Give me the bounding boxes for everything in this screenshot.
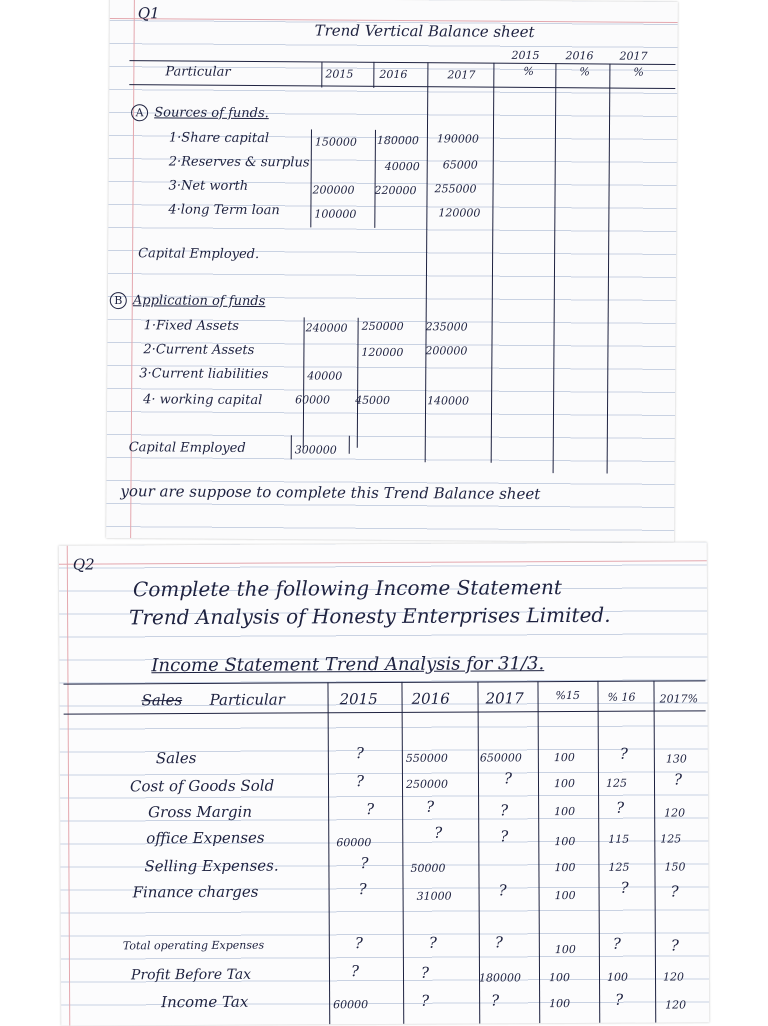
row-label: 4·long Term loan: [168, 202, 280, 219]
question-number: Q1: [137, 4, 160, 23]
col-rule: [303, 317, 305, 447]
row-value: 180000: [376, 133, 419, 148]
col-rule: [653, 681, 656, 1023]
row-pct16: ?: [616, 798, 625, 817]
row-2016: ?: [434, 823, 443, 842]
row-value: 120000: [438, 206, 481, 220]
margin-line-horizontal: [59, 560, 707, 564]
q2-intro-line1: Complete the following Income Statement: [132, 575, 563, 602]
row-2016: 550000: [405, 751, 448, 765]
row-pct17: 120: [664, 806, 686, 820]
row-2016: 31000: [416, 889, 452, 903]
row-value: 220000: [374, 183, 417, 198]
row-value: 235000: [425, 320, 468, 334]
row-2017: 180000: [478, 971, 522, 985]
header-2015: 2015: [339, 690, 378, 709]
row-pct17: 125: [660, 832, 682, 846]
row-label: Sales: [155, 748, 197, 768]
col-rule: [373, 62, 374, 88]
row-label: Total operating Expenses: [122, 938, 265, 953]
row-value: 255000: [434, 182, 477, 196]
header-pct-17: 2017%: [659, 692, 699, 706]
margin-line-vertical: [130, 0, 135, 538]
row-value: 250000: [361, 319, 404, 334]
row-pct17: 150: [664, 860, 686, 874]
col-rule: [401, 682, 404, 1024]
row-pct17: ?: [673, 770, 683, 789]
capital-employed-2015: 300000: [294, 443, 337, 457]
row-2016: ?: [428, 933, 437, 952]
col-rule: [349, 436, 350, 454]
row-value: 65000: [442, 158, 478, 172]
q1-instruction: your are suppose to complete this Trend Balance sheet: [120, 482, 541, 504]
pct-year-2015: 2015: [511, 48, 540, 63]
header-2017: 2017: [485, 689, 524, 708]
row-label: 1·Share capital: [168, 130, 270, 147]
row-label: 2·Reserves & surplus: [168, 154, 310, 171]
row-label: 4· working capital: [143, 392, 263, 409]
header-2017: 2017: [447, 68, 476, 82]
row-value: 150000: [314, 135, 357, 149]
row-pct15: 100: [549, 997, 571, 1011]
col-rule: [310, 129, 312, 227]
row-pct16: 125: [605, 776, 628, 790]
row-2017: ?: [498, 881, 507, 900]
header-2016: 2016: [379, 67, 408, 82]
row-2017: ?: [500, 801, 509, 820]
row-pct16: 100: [606, 970, 629, 984]
row-pct15: 100: [554, 942, 576, 957]
col-rule: [327, 682, 330, 1024]
capital-employed-a: Capital Employed.: [138, 246, 260, 263]
row-pct15: 100: [554, 860, 576, 875]
q2-intro-line2: Trend Analysis of Honesty Enterprises Limited.: [129, 602, 611, 630]
row-2016: ?: [421, 991, 430, 1010]
header-bottom-rule: [129, 84, 675, 89]
row-2017: ?: [491, 991, 500, 1010]
row-value: 120000: [361, 345, 404, 360]
row-value: 40000: [307, 369, 343, 383]
row-2017: ?: [494, 933, 503, 952]
row-label: Income Tax: [161, 992, 249, 1012]
row-pct16: ?: [620, 878, 629, 897]
row-2015: 60000: [333, 998, 369, 1012]
header-2016: 2016: [411, 689, 450, 708]
row-pct15: 100: [548, 971, 571, 985]
col-rule: [607, 64, 611, 474]
row-label: Profit Before Tax: [130, 966, 252, 984]
margin-line-vertical: [67, 546, 71, 1026]
header-pct-15: %15: [555, 688, 581, 703]
row-value: 60000: [295, 393, 331, 407]
row-2016: 250000: [405, 777, 449, 791]
pct-symbol-2017: %: [633, 65, 644, 79]
col-rule: [491, 63, 495, 463]
section-b-marker: B: [110, 292, 127, 309]
row-pct15: 100: [554, 804, 576, 819]
col-rule: [291, 435, 292, 459]
row-2017: ?: [503, 769, 513, 788]
section-a-heading: [131, 104, 269, 122]
notebook-page-q2: [59, 542, 710, 1025]
capital-employed-b: Capital Employed: [128, 440, 246, 456]
col-rule: [597, 681, 600, 1023]
q1-title: Trend Vertical Balance sheet: [314, 21, 535, 41]
row-2015: 60000: [336, 836, 372, 850]
row-2015: ?: [360, 854, 369, 873]
header-bottom-rule: [64, 710, 706, 714]
pct-symbol-2016: %: [579, 65, 590, 79]
row-pct16: ?: [619, 744, 628, 763]
col-rule: [553, 63, 557, 473]
row-value: 40000: [384, 159, 420, 174]
row-2017: 650000: [479, 751, 522, 765]
row-value: 240000: [305, 321, 348, 335]
row-value: 190000: [436, 132, 479, 146]
row-pct16: ?: [612, 934, 621, 953]
row-pct17: 120: [662, 970, 685, 984]
header-pct-16: % 16: [607, 690, 636, 704]
section-a-marker: A: [131, 104, 148, 121]
row-label: Cost of Goods Sold: [129, 776, 275, 796]
row-pct16: 115: [608, 832, 630, 846]
col-rule: [357, 318, 359, 448]
row-label: Selling Expenses.: [144, 856, 279, 876]
header-particular: Particular: [165, 64, 231, 80]
row-2016: 50000: [410, 861, 446, 875]
col-rule: [374, 130, 376, 228]
pct-year-2016: 2016: [565, 49, 594, 63]
question-number: Q2: [72, 555, 95, 574]
row-pct16: 125: [608, 860, 630, 874]
row-2015: ?: [354, 934, 363, 953]
section-b-heading: [110, 292, 266, 310]
row-pct17: ?: [670, 936, 679, 955]
row-value: 200000: [425, 344, 468, 358]
section-b-title: Application of funds: [132, 293, 266, 310]
row-label: 3·Current liabilities: [139, 366, 269, 383]
row-2016: ?: [420, 963, 430, 982]
row-2015: ?: [366, 800, 375, 819]
row-label: Finance charges: [132, 882, 259, 902]
col-rule: [537, 681, 540, 1023]
row-label: office Expenses: [146, 828, 265, 848]
row-2015: ?: [358, 880, 367, 899]
header-2015: 2015: [325, 67, 354, 81]
row-pct16: ?: [615, 990, 624, 1009]
row-pct17: ?: [670, 882, 679, 901]
row-pct15: 100: [554, 888, 576, 903]
row-pct17: 130: [665, 752, 687, 766]
notebook-page-q1: [106, 0, 678, 542]
section-a-title: Sources of funds.: [154, 105, 269, 122]
row-2015: ?: [350, 962, 360, 981]
row-2015: ?: [355, 744, 364, 763]
row-pct15: 100: [553, 751, 575, 765]
table-top-rule: [63, 680, 705, 684]
header-particular: Particular: [209, 690, 285, 709]
row-value: 45000: [355, 393, 391, 407]
row-label: 3·Net worth: [168, 178, 249, 194]
row-label: Gross Margin: [148, 802, 253, 822]
pct-year-2017: 2017: [619, 49, 648, 63]
row-value: 200000: [312, 183, 355, 197]
row-2017: ?: [500, 827, 509, 846]
q2-table-title: Income Statement Trend Analysis for 31/3.: [151, 653, 545, 677]
pct-symbol-2015: %: [523, 64, 534, 78]
row-value: 100000: [314, 207, 357, 221]
row-pct15: 100: [553, 777, 576, 791]
row-2016: ?: [426, 797, 435, 816]
col-rule: [321, 62, 322, 88]
row-label: 1·Fixed Assets: [143, 318, 240, 334]
row-2015: ?: [355, 772, 365, 791]
row-label: 2·Current Assets: [143, 342, 255, 359]
header-struck-word: Sales: [141, 691, 183, 710]
row-value: 140000: [427, 394, 470, 408]
row-pct17: 120: [665, 998, 687, 1012]
row-pct15: 100: [554, 834, 576, 849]
